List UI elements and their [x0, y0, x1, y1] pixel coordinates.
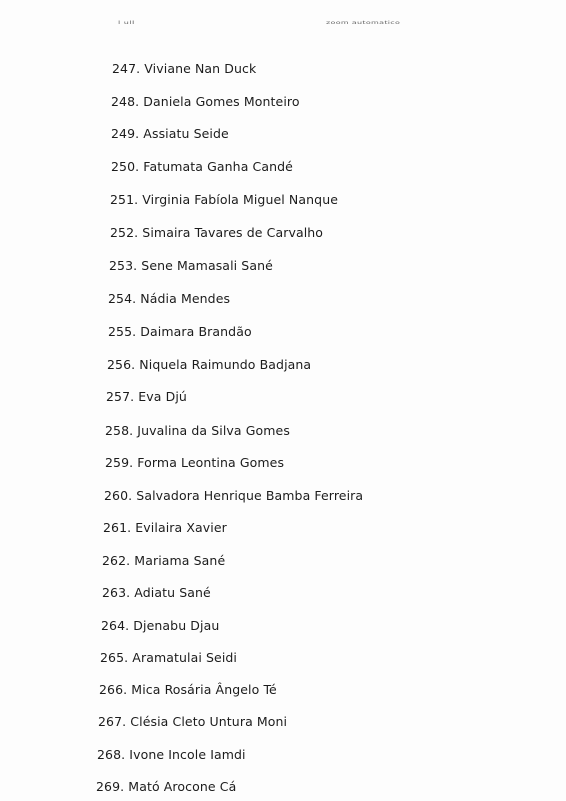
- page-header: [0, 0, 566, 30]
- list-item-265: 265. Aramatulai Seidi: [100, 650, 237, 665]
- list-item-258: 258. Juvalina da Silva Gomes: [105, 423, 290, 438]
- list-item-254: 254. Nádia Mendes: [108, 291, 231, 306]
- list-item-262: 262. Mariama Sané: [102, 553, 226, 568]
- header-right-text: zoom automatico: [326, 20, 401, 25]
- list-item-251: 251. Virginia Fabíola Miguel Nanque: [110, 192, 339, 207]
- list-item-260: 260. Salvadora Henrique Bamba Ferreira: [104, 488, 364, 503]
- list-item-248: 248. Daniela Gomes Monteiro: [111, 94, 300, 109]
- list-item-255: 255. Daimara Brandão: [108, 324, 252, 339]
- list-item-264: 264. Djenabu Djau: [101, 618, 220, 633]
- list-item-256: 256. Niquela Raimundo Badjana: [107, 357, 312, 372]
- list-item-268: 268. Ivone Incole Iamdi: [97, 747, 246, 762]
- list-item-269: 269. Mató Arocone Cá: [96, 779, 237, 794]
- list-item-253: 253. Sene Mamasali Sané: [109, 258, 273, 273]
- list-item-257: 257. Eva Djú: [106, 389, 187, 404]
- list-item-266: 266. Mica Rosária Ângelo Té: [99, 682, 277, 697]
- list-item-247: 247. Viviane Nan Duck: [112, 61, 257, 76]
- list-item-261: 261. Evilaira Xavier: [103, 520, 227, 535]
- list-item-259: 259. Forma Leontina Gomes: [105, 455, 285, 470]
- list-item-252: 252. Simaira Tavares de Carvalho: [110, 225, 324, 240]
- list-item-267: 267. Clésia Cleto Untura Moni: [98, 714, 288, 729]
- list-item-263: 263. Adiatu Sané: [102, 585, 211, 600]
- list-item-249: 249. Assiatu Seide: [111, 126, 229, 141]
- header-left-text: l ulI: [118, 20, 135, 25]
- list-item-250: 250. Fatumata Ganha Candé: [111, 159, 293, 174]
